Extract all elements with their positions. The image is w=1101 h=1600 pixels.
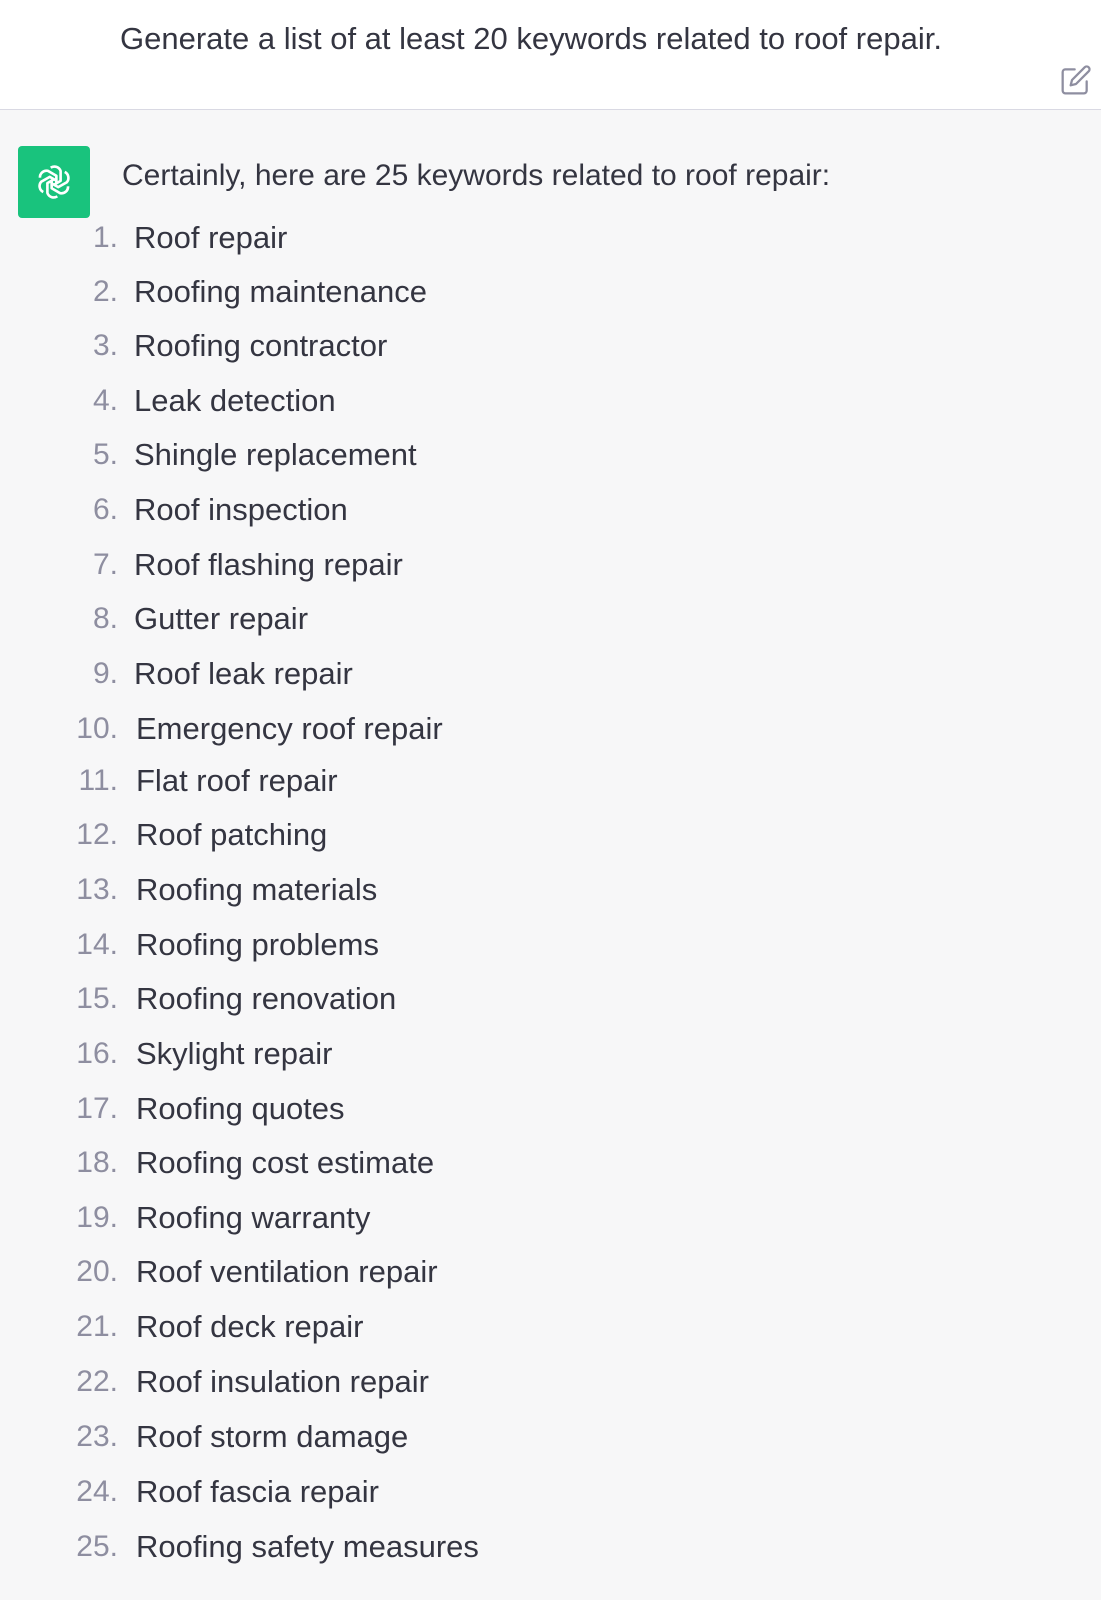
list-item-text: Emergency roof repair [136,711,443,746]
list-item [0,378,700,424]
list-item [0,651,700,697]
list-item-number: 21. [76,1310,118,1343]
list-item [0,922,700,968]
list-item-number: 14. [76,928,118,961]
list-item-number: 23. [76,1420,118,1453]
list-item-text: Roofing maintenance [134,274,427,309]
list-item-number: 15. [76,982,118,1015]
list-item [0,1195,700,1241]
list-item [0,1086,700,1132]
list-item-text: Leak detection [134,383,336,418]
list-item-number: 16. [76,1037,118,1070]
list-item-number: 7. [92,548,118,581]
list-item-text: Roofing warranty [136,1200,371,1235]
list-item-text: Roof insulation repair [136,1364,429,1399]
list-item [0,215,700,261]
list-item-number: 10. [76,712,118,745]
list-item-text: Roofing safety measures [136,1529,479,1564]
list-item [0,706,700,752]
list-item-text: Roof storm damage [136,1419,409,1454]
list-item-text: Skylight repair [136,1036,333,1071]
list-item [0,323,700,369]
list-item-number: 3. [92,329,118,362]
list-item-text: Roofing contractor [134,328,388,363]
list-item [0,1249,700,1295]
assistant-intro-text: Certainly, here are 25 keywords related to roof repair: [122,159,831,192]
list-item-text: Roofing cost estimate [136,1145,435,1180]
list-item-number: 24. [76,1475,118,1508]
user-message-text: Generate a list of at least 20 keywords related to roof repair. [120,21,942,56]
list-item-text: Roofing materials [136,872,378,907]
list-item [0,1140,700,1186]
list-item-text: Roofing problems [136,927,379,962]
list-item [0,758,700,804]
list-item-number: 17. [76,1092,118,1125]
list-item-number: 2. [92,275,118,308]
list-item [0,542,700,588]
list-item-text: Roof fascia repair [136,1474,379,1509]
list-item-number: 13. [76,873,118,906]
list-item-number: 18. [76,1146,118,1179]
list-item [0,1414,700,1460]
assistant-avatar [18,146,90,218]
list-item-number: 19. [76,1201,118,1234]
list-item-text: Roofing quotes [136,1091,345,1126]
list-item [0,976,700,1022]
list-item-number: 4. [92,384,118,417]
list-item-text: Roof ventilation repair [136,1254,438,1289]
list-item-text: Roofing renovation [136,981,397,1016]
list-item [0,1359,700,1405]
list-item [0,269,700,315]
list-item-number: 11. [78,764,118,797]
list-item-number: 1. [92,221,118,254]
user-message [0,0,1101,110]
list-item-text: Roof leak repair [134,656,353,691]
list-item-number: 25. [76,1530,118,1563]
list-item-text: Roof flashing repair [134,547,403,582]
list-item-number: 6. [92,493,118,526]
list-item-text: Roof deck repair [136,1309,364,1344]
list-item [0,1304,700,1350]
list-item [0,812,700,858]
list-item [0,432,700,478]
list-item-number: 12. [76,818,118,851]
list-item [0,1031,700,1077]
list-item-text: Gutter repair [134,601,309,636]
list-item-number: 5. [92,438,118,471]
list-item-text: Roof repair [134,220,288,255]
openai-logo-icon [32,160,76,204]
list-item [0,867,700,913]
list-item-number: 9. [92,657,118,690]
list-item-number: 22. [76,1365,118,1398]
edit-icon[interactable] [1060,64,1092,96]
list-item-text: Roof inspection [134,492,348,527]
list-item [0,1469,700,1515]
list-item [0,596,700,642]
list-item-text: Flat roof repair [136,763,338,798]
list-item [0,487,700,533]
list-item-number: 8. [92,602,118,635]
list-item-text: Roof patching [136,817,328,852]
list-item [0,1524,700,1570]
list-item-number: 20. [76,1255,118,1288]
list-item-text: Shingle replacement [134,437,417,472]
